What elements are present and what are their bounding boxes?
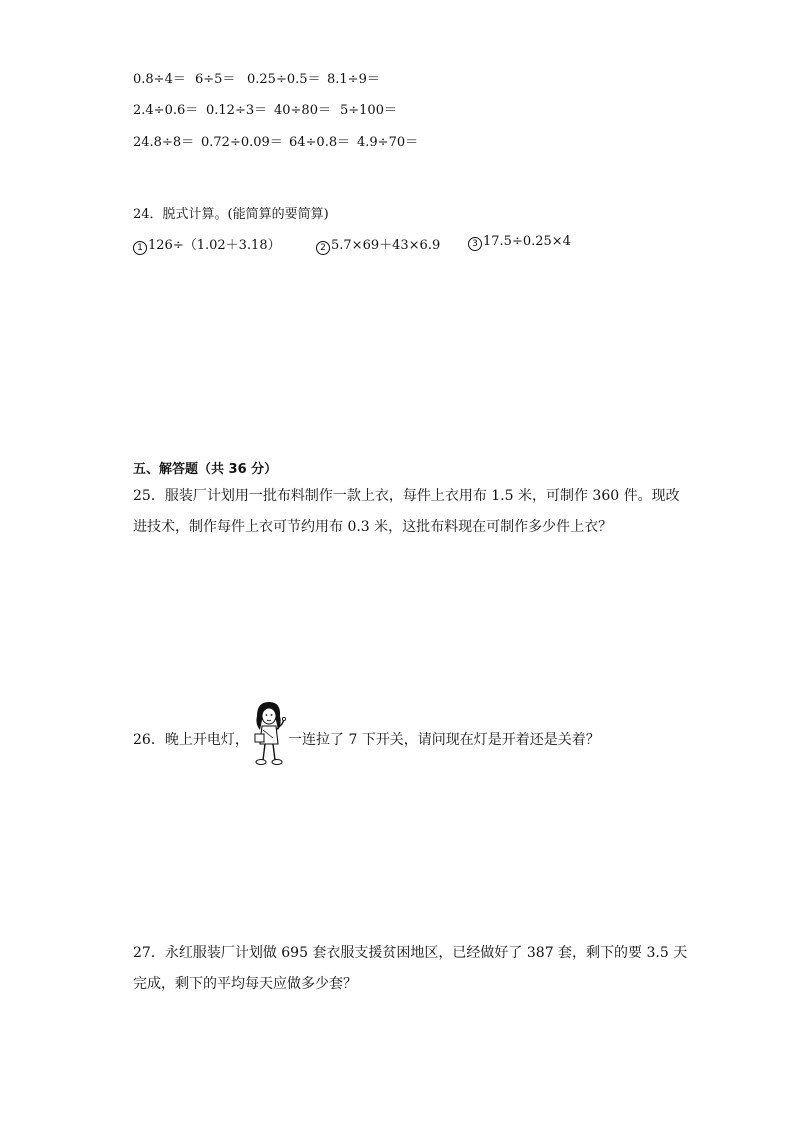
- circled-number: 3: [468, 237, 482, 251]
- question-27-line-2: 完成，剩下的平均每天应做多少套？: [133, 976, 357, 992]
- circled-number: 1: [133, 241, 147, 255]
- q24-item-1: [133, 234, 281, 255]
- oral-calc-item: 4.9÷70＝: [357, 135, 419, 150]
- oral-calc-item: 24.8÷8＝: [133, 135, 195, 150]
- question-25-line-1: 25．服装厂计划用一批布料制作一款上衣，每件上衣用布 1.5 米，可制作 360 件。现改: [133, 488, 680, 504]
- oral-calc-item: 6÷5＝: [195, 72, 236, 87]
- oral-calc-item: 2.4÷0.6＝: [133, 103, 199, 118]
- question-25-line-2: 进技术，制作每件上衣可节约用布 0.3 米，这批布料现在可制作多少件上衣？: [133, 519, 613, 535]
- question-27-line-1: 27．永红服装厂计划做 695 套衣服支援贫困地区，已经做好了 387 套，剩下的要 3.5 天: [133, 945, 688, 961]
- oral-calc-item: 0.72÷0.09＝: [201, 135, 283, 150]
- oral-calc-item: 5÷100＝: [340, 103, 397, 118]
- girl-illustration: [249, 700, 289, 770]
- question-26-before: 26．晚上开电灯，: [133, 732, 249, 748]
- oral-calc-item: 8.1÷9＝: [327, 72, 380, 87]
- question-24-title: 24．脱式计算。(能简算的要简算): [133, 207, 329, 222]
- q24-expr: 17.5÷0.25×4: [483, 234, 571, 249]
- q24-item-3: [468, 234, 571, 251]
- circled-number: 2: [316, 241, 330, 255]
- section-heading: 五、解答题（共 36 分）: [133, 462, 278, 477]
- oral-calc-item: 64÷0.8＝: [289, 135, 351, 150]
- q24-expr: 5.7×69＋43×6.9: [331, 238, 441, 253]
- question-26-after: 一连拉了 7 下开关，请问现在灯是开着还是关着？: [288, 732, 600, 748]
- oral-calc-item: 40÷80＝: [274, 103, 331, 118]
- oral-calc-item: 0.12÷3＝: [206, 103, 268, 118]
- q24-item-2: [316, 234, 440, 255]
- oral-calc-item: 0.25÷0.5＝: [247, 72, 321, 87]
- q24-expr: 126÷（1.02＋3.18）: [148, 238, 281, 253]
- oral-calc-item: 0.8÷4＝: [133, 72, 186, 87]
